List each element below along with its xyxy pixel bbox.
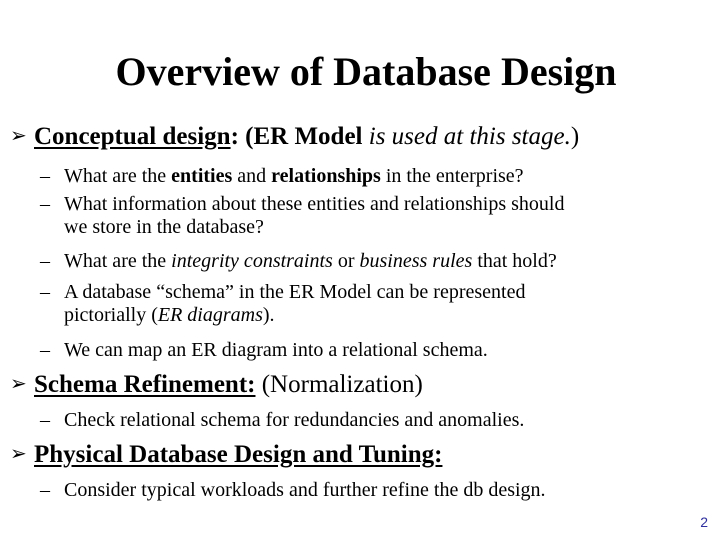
arrow-bullet-icon: ➢ — [10, 371, 27, 395]
entities-term: entities — [171, 165, 233, 187]
bullet-physical-design — [10, 440, 442, 470]
text-segment: What are the — [64, 250, 172, 272]
schema-refinement-label: Schema Refinement: — [34, 371, 256, 398]
bullet-schema-refinement — [10, 370, 423, 400]
map-text: We can map an ER diagram into a relational schema. — [64, 339, 488, 361]
bullet-conceptual-design — [10, 122, 579, 152]
dash-icon: – — [40, 479, 50, 501]
dash-icon: – — [40, 339, 50, 361]
dash-icon: – — [40, 165, 50, 187]
info-line-2: we store in the database? — [64, 216, 264, 238]
sub-bullet-schema — [40, 281, 525, 327]
text-segment: that hold? — [472, 250, 557, 272]
business-rules-term: business rules — [359, 250, 473, 272]
normalization-text: (Normalization) — [255, 371, 423, 398]
sub-bullet-map — [40, 339, 488, 362]
sub-bullet-integrity — [40, 250, 557, 273]
sub-bullet-information — [40, 193, 564, 239]
page-number: 2 — [700, 514, 708, 530]
schema-line-1: A database “schema” in the ER Model can be represented — [64, 281, 526, 303]
text-segment: or — [332, 250, 360, 272]
arrow-bullet-icon: ➢ — [10, 441, 27, 465]
dash-icon: – — [40, 409, 50, 431]
info-line-1: What information about these entities and relationships should — [64, 193, 565, 215]
sub-bullet-redundancies — [40, 409, 524, 432]
sub-bullet-entities — [40, 165, 524, 188]
close-paren: ) — [570, 123, 580, 150]
conceptual-design-label: Conceptual design — [34, 123, 231, 150]
slide-title: Overview of Database Design — [115, 49, 617, 94]
dash-icon: – — [40, 250, 50, 272]
conceptual-colon: : ( — [230, 123, 254, 150]
er-model-text: ER Model — [253, 123, 363, 150]
integrity-constraints-term: integrity constraints — [171, 250, 333, 272]
dash-icon: – — [40, 193, 50, 215]
er-diagrams-term: ER diagrams — [157, 304, 263, 326]
used-at-stage-text: is used at this stage. — [362, 123, 571, 150]
arrow-bullet-icon: ➢ — [10, 123, 27, 147]
text-segment: and — [232, 165, 272, 187]
text-segment: ). — [262, 304, 275, 326]
redundancies-text: Check relational schema for redundancies and anomalies. — [64, 409, 525, 431]
text-segment: pictorially ( — [64, 304, 158, 326]
workloads-text: Consider typical workloads and further refine the db design. — [64, 479, 546, 501]
relationships-term: relationships — [271, 165, 381, 187]
text-segment: in the enterprise? — [380, 165, 524, 187]
sub-bullet-workloads — [40, 479, 546, 502]
physical-design-label: Physical Database Design and Tuning: — [34, 441, 443, 468]
text-segment: What are the — [64, 165, 172, 187]
dash-icon: – — [40, 281, 50, 303]
